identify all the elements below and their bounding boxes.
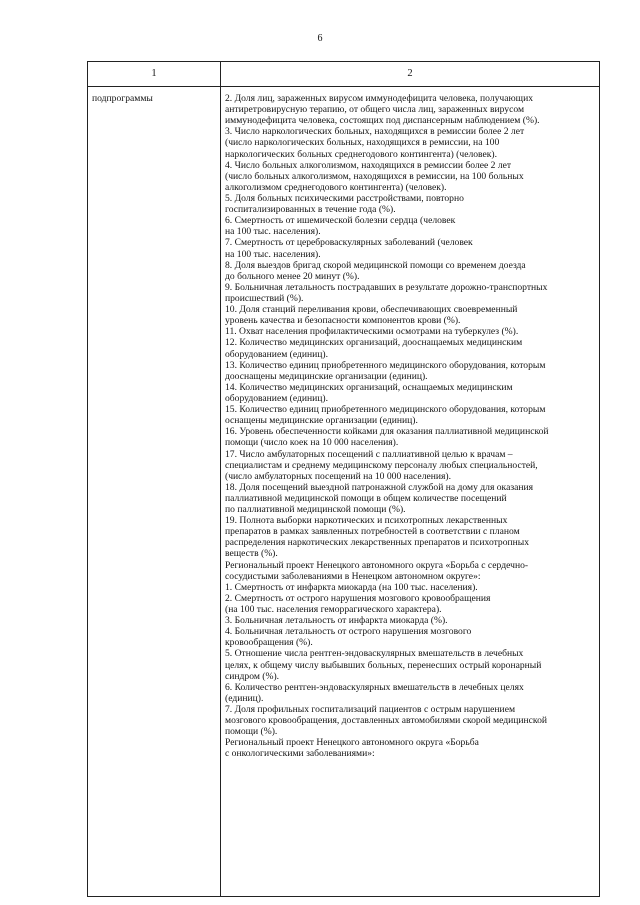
indicator-line: 7. Доля профильных госпитализаций пациентов с острым нарушением — [225, 704, 516, 716]
indicator-line: по паллиативной медицинской помощи (%). — [225, 504, 406, 516]
indicator-line: 9. Больничная летальность пострадавших в результате дорожно-транспортных — [225, 281, 548, 293]
indicator-line: оснащены медицинские организации (единиц). — [225, 415, 418, 427]
indicator-line: наркологических больных среднегодового контингента) (человек). — [225, 148, 498, 160]
indicator-line: антиретровирусную терапию, от общего числа лиц, зараженных вирусом — [225, 104, 525, 116]
indicator-line: Региональный проект Ненецкого автономного округа «Борьба — [225, 737, 479, 749]
indicator-line: паллиативной медицинской помощи в общем количестве посещений — [225, 492, 507, 504]
indicator-line: 2. Смертность от острого нарушения мозгового кровообращения — [225, 592, 491, 604]
indicator-line: оборудованием (единиц). — [225, 392, 329, 404]
indicator-line: специалистам и среднему медицинскому персоналу любых специальностей, — [225, 459, 538, 471]
indicator-line: (единиц). — [225, 692, 264, 704]
indicator-line: 8. Доля выездов бригад скорой медицинской помощи со временем доезда — [225, 259, 526, 271]
indicator-line: 4. Больничная летальность от острого нарушения мозгового — [225, 626, 472, 638]
column-header-1: 1 — [88, 62, 221, 87]
indicator-line: синдром (%). — [225, 670, 280, 682]
indicator-line: дооснащены медицинские организации (единиц). — [225, 370, 428, 382]
indicator-line: 6. Смертность от ишемической болезни сердца (человек — [225, 215, 456, 227]
indicator-line: 3. Число наркологических больных, находящихся в ремиссии более 2 лет — [225, 126, 525, 138]
indicator-line: (число амбулаторных посещений на 10 000 населения). — [225, 470, 452, 482]
indicator-line: 17. Число амбулаторных посещений с паллиативной целью к врачам – — [225, 448, 513, 460]
indicator-line: 1. Смертность от инфаркта миокарда (на 100 тыс. населения). — [225, 581, 478, 593]
indicator-line: 5. Доля больных психическими расстройствами, повторно — [225, 192, 464, 204]
indicator-line: целях, к общему числу выбывших больных, перенесших острый коронарный — [225, 659, 542, 671]
indicator-line: сосудистыми заболеваниями в Ненецком автономном округе»: — [225, 570, 481, 582]
indicator-line: (число наркологических больных, находящихся в ремиссии, на 100 — [225, 137, 500, 149]
indicator-line: 19. Полнота выборки наркотических и психотропных лекарственных — [225, 515, 508, 527]
indicator-line: 15. Количество единиц приобретенного медицинского оборудования, которым — [225, 404, 546, 416]
indicator-line: 14. Количество медицинских организаций, оснащаемых медицинским — [225, 381, 513, 393]
indicator-line: распределения наркотических лекарственных препаратов и психотропных — [225, 537, 530, 549]
table-header-row — [88, 62, 600, 87]
indicator-line: препаратов в рамках заявленных потребностей в соответствии с планом — [225, 526, 520, 538]
indicator-line: госпитализированных в течение года (%). — [225, 204, 396, 216]
indicator-line: на 100 тыс. населения). — [225, 248, 321, 260]
indicators-table — [87, 61, 600, 897]
indicators-cell — [221, 87, 600, 897]
indicator-line: до больного менее 20 минут (%). — [225, 270, 360, 282]
indicator-line: иммунодефицита человека, состоящих под диспансерным наблюдением (%). — [225, 115, 540, 127]
indicator-line: алкоголизмом среднегодового контингента) (человек). — [225, 181, 447, 193]
indicator-line: 4. Число больных алкоголизмом, находящихся в ремиссии более 2 лет — [225, 159, 512, 171]
indicator-line: 7. Смертность от цереброваскулярных заболеваний (человек — [225, 237, 473, 249]
indicator-line: 13. Количество единиц приобретенного медицинского оборудования, которым — [225, 359, 546, 371]
indicator-line: 3. Больничная летальность от инфаркта миокарда (%). — [225, 615, 448, 627]
indicator-line: кровообращения (%). — [225, 637, 313, 649]
row-label: подпрограммы — [88, 87, 221, 897]
indicator-line: 5. Отношение числа рентген-эндоваскулярных вмешательств в лечебных — [225, 648, 524, 660]
indicator-line: 6. Количество рентген-эндоваскулярных вмешательств в лечебных целях — [225, 681, 524, 693]
indicator-line: 2. Доля лиц, зараженных вирусом иммунодефицита человека, получающих — [225, 93, 534, 104]
page-number: 6 — [317, 33, 323, 44]
indicator-line: помощи (число коек на 10 000 населения). — [225, 437, 399, 449]
table-row — [88, 87, 600, 897]
indicator-line: Региональный проект Ненецкого автономного округа «Борьба с сердечно- — [225, 559, 529, 571]
indicator-line: 12. Количество медицинских организаций, дооснащаемых медицинским — [225, 337, 523, 349]
indicator-line: веществ (%). — [225, 548, 278, 560]
indicator-line: оборудованием (единиц). — [225, 348, 329, 360]
indicator-line: помощи (%). — [225, 726, 278, 738]
indicator-line: с онкологическими заболеваниями»: — [225, 748, 375, 760]
column-header-2: 2 — [221, 62, 600, 87]
indicator-line: уровень качества и безопасности компонентов крови (%). — [225, 315, 461, 327]
indicator-line: (на 100 тыс. населения геморрагического характера). — [225, 604, 442, 616]
indicator-line: 18. Доля посещений выездной патронажной службой на дому для оказания — [225, 481, 534, 493]
indicator-line: 11. Охват населения профилактическими осмотрами на туберкулез (%). — [225, 326, 519, 338]
indicator-line: происшествий (%). — [225, 292, 304, 304]
indicator-line: на 100 тыс. населения). — [225, 226, 321, 238]
indicator-line: 10. Доля станций переливания крови, обеспечивающих своевременный — [225, 304, 518, 316]
indicator-line: мозгового кровообращения, доставленных автомобилями скорой медицинской — [225, 715, 548, 727]
indicator-line: 16. Уровень обеспеченности койками для оказания паллиативной медицинской — [225, 426, 549, 438]
indicator-line: (число больных алкоголизмом, находящихся в ремиссии, на 100 больных — [225, 170, 524, 182]
